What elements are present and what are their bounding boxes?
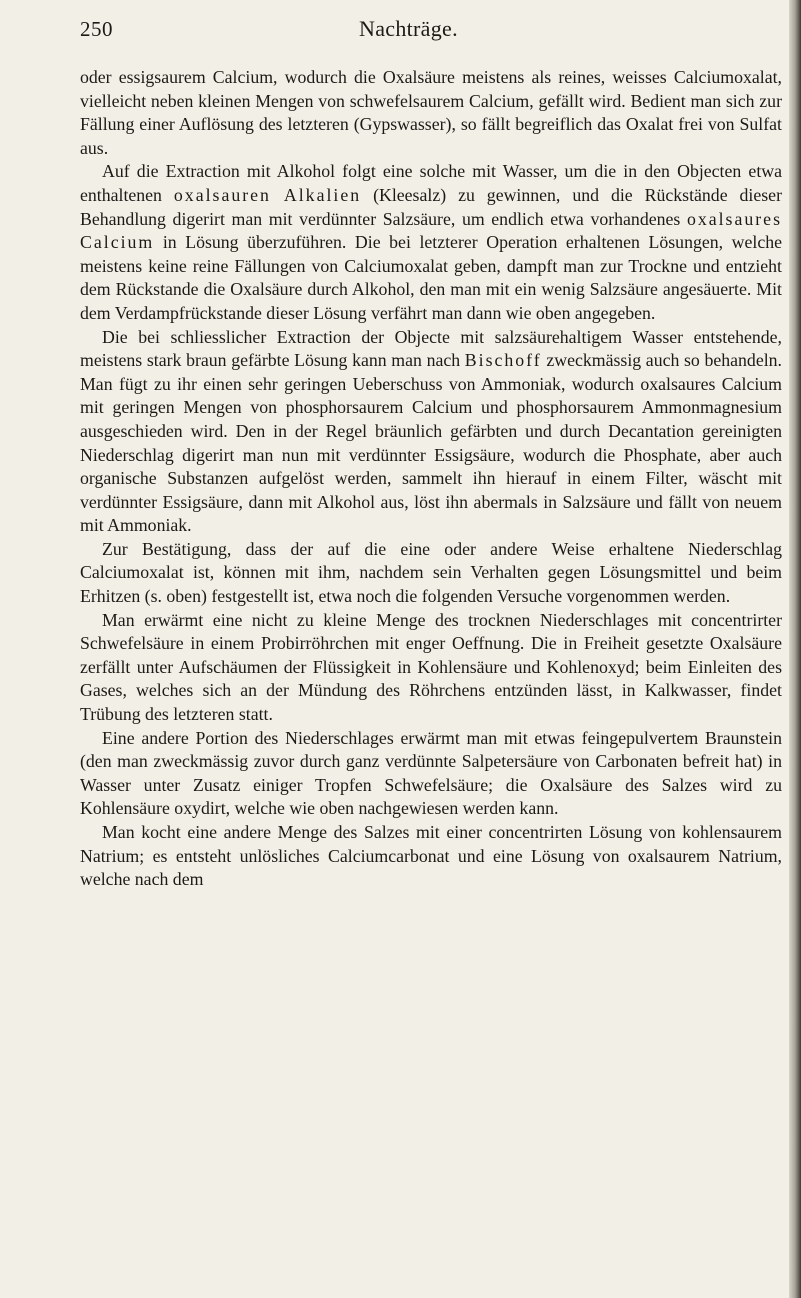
page-header — [80, 14, 740, 50]
running-head: Nachträge. — [359, 16, 458, 41]
text-run: Zur Bestätigung, dass der auf die eine oder andere Weise erhaltene Niederschlag Calciumoxalat ist, können mit ihm, nachdem sein Verhalten gegen Lösungsmittel und beim Erhitzen (s. oben) festgestellt ist, etwa noch die folgenden Versuche vorgenommen werden. — [80, 538, 782, 607]
text-run: Man kocht eine andere Menge des Salzes mit einer concentrirten Lösung von kohlensaurem Natrium; es entsteht unlösliches Calciumcarbonat und eine Lösung von oxalsaurem Natrium, welche nach dem — [80, 822, 782, 890]
text-run: Eine andere Portion des Niederschlages erwärmt man mit etwas feingepulvertem Braunstein (den man zweckmässig zuvor durch ganz verdünnte Salpetersäure von Carbonaten befreit hat) in Wasser unter Zusatz einiger Tropfen Schwefelsäure; die Oxalsäure des Salzes wird zu Kohlensäure oxydirt, welche wie oben nachgewiesen werden kann. — [80, 727, 782, 819]
emphasized-text: oxalsaures Calcium — [80, 208, 782, 253]
paragraph — [80, 609, 782, 727]
paragraph — [80, 821, 782, 892]
page-number: 250 — [80, 17, 113, 41]
body-text — [80, 66, 782, 892]
paragraph — [80, 538, 782, 609]
text-run: Die bei schliesslicher Extraction der Objecte mit salzsäurehaltigem Wasser entstehende, meistens stark braun gefärbte Lösung kann man nach — [80, 326, 782, 371]
text-run: zweckmässig auch so behandeln. Man fügt zu ihr einen sehr geringen Ueberschuss von Ammoniak, wodurch oxalsaures Calcium mit geringen Mengen von phosphorsaurem Calcium und phosphorsaurem Ammonmagnesium ausgeschieden wird. Den in der Regel bräunlich gefärbten und durch Decantation gereinigten Niederschlag digerirt man nun mit verdünnter Essigsäure, wodurch die Phosphate, aber auch organische Substanzen aufgelöst werden, sammelt ihn hierauf in einem Filter, wäscht mit verdünnter Essigsäure, dann mit Alkohol aus, löst ihn abermals in Salzsäure und fällt von neuem mit Ammoniak. — [80, 350, 782, 536]
text-run: Man erwärmt eine nicht zu kleine Menge des trocknen Niederschlages mit concentrirter Schwefelsäure in einem Probirröhrchen mit enger Oeffnung. Die in Freiheit gesetzte Oxalsäure zerfällt unter Aufschäumen der Flüssigkeit in Kohlensäure und Kohlenoxyd; beim Einleiten des Gases, welches sich an der Mündung des Röhrchens entzünden lässt, in Kalkwasser, findet Trübung des letzteren statt. — [80, 609, 782, 725]
paragraph — [80, 326, 782, 538]
paragraph — [80, 66, 782, 160]
text-run: (Kleesalz) zu gewinnen, und die Rückstände dieser Behandlung digerirt man mit verdünnter Salzsäure, um endlich etwa vorhandenes — [80, 184, 782, 229]
emphasized-text: oxalsauren Alkalien — [173, 184, 362, 205]
paragraph — [80, 727, 782, 821]
paragraph — [80, 160, 782, 325]
page-edge-shadow — [789, 0, 801, 1298]
text-run: Auf die Extraction mit Alkohol folgt eine solche mit Wasser, um die in den Objecten etwa enthaltenen — [80, 161, 782, 205]
text-run: in Lösung überzuführen. Die bei letzterer Operation erhaltenen Lösungen, welche meistens keine reine Fällungen von Calciumoxalat geben, dampft man zur Trockne und entzieht dem Rückstande die Oxalsäure durch Alkohol, den man mit ein wenig Salzsäure angesäuerte. Mit dem Verdampfrückstande dieser Lösung verfährt man dann wie oben angegeben. — [80, 232, 782, 323]
emphasized-text: Bischoff — [464, 350, 542, 371]
text-run: oder essigsaurem Calcium, wodurch die Oxalsäure meistens als reines, weisses Calciumoxalat, vielleicht neben kleinen Mengen von schwefelsaurem Calcium, gefällt wird. Bedient man sich zur Fällung einer Auflösung des letzteren (Gypswasser), so fällt begreiflich das Oxalat frei von Sulfat aus. — [80, 67, 782, 158]
